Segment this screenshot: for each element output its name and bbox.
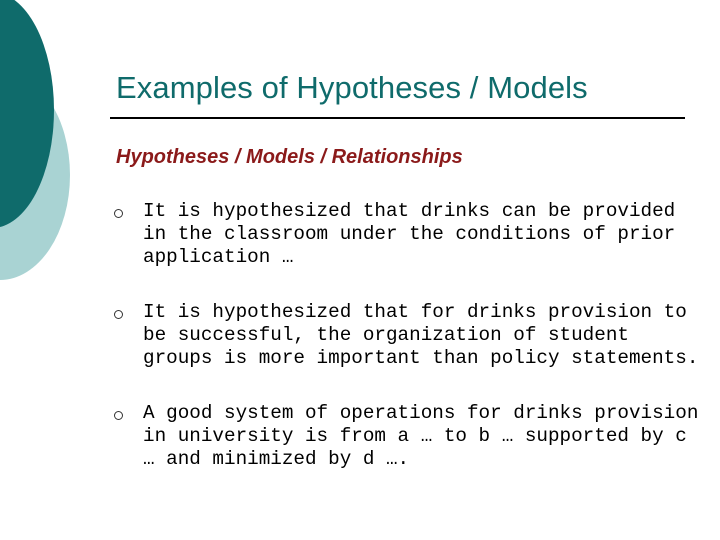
bullet-list xyxy=(114,200,704,503)
title-divider xyxy=(110,117,685,119)
slide-subheading: Hypotheses / Models / Relationships xyxy=(116,146,463,168)
decorative-circles xyxy=(0,0,120,300)
bullet-text: It is hypothesized that drinks can be provided in the classroom under the conditions of prior application … xyxy=(143,200,676,268)
bullet-item xyxy=(114,301,704,370)
slide-title: Examples of Hypotheses / Models xyxy=(116,70,588,105)
bullet-text: A good system of operations for drinks provision in university is from a … to b … supported by c … and minimized by d …. xyxy=(143,402,699,470)
hollow-circle-bullet-icon xyxy=(114,411,123,420)
bullet-item xyxy=(114,402,704,471)
bullet-text: It is hypothesized that for drinks provision to be successful, the organization of student groups is more important than policy statements. xyxy=(143,301,699,369)
hollow-circle-bullet-icon xyxy=(114,209,123,218)
hollow-circle-bullet-icon xyxy=(114,310,123,319)
bullet-item xyxy=(114,200,704,269)
